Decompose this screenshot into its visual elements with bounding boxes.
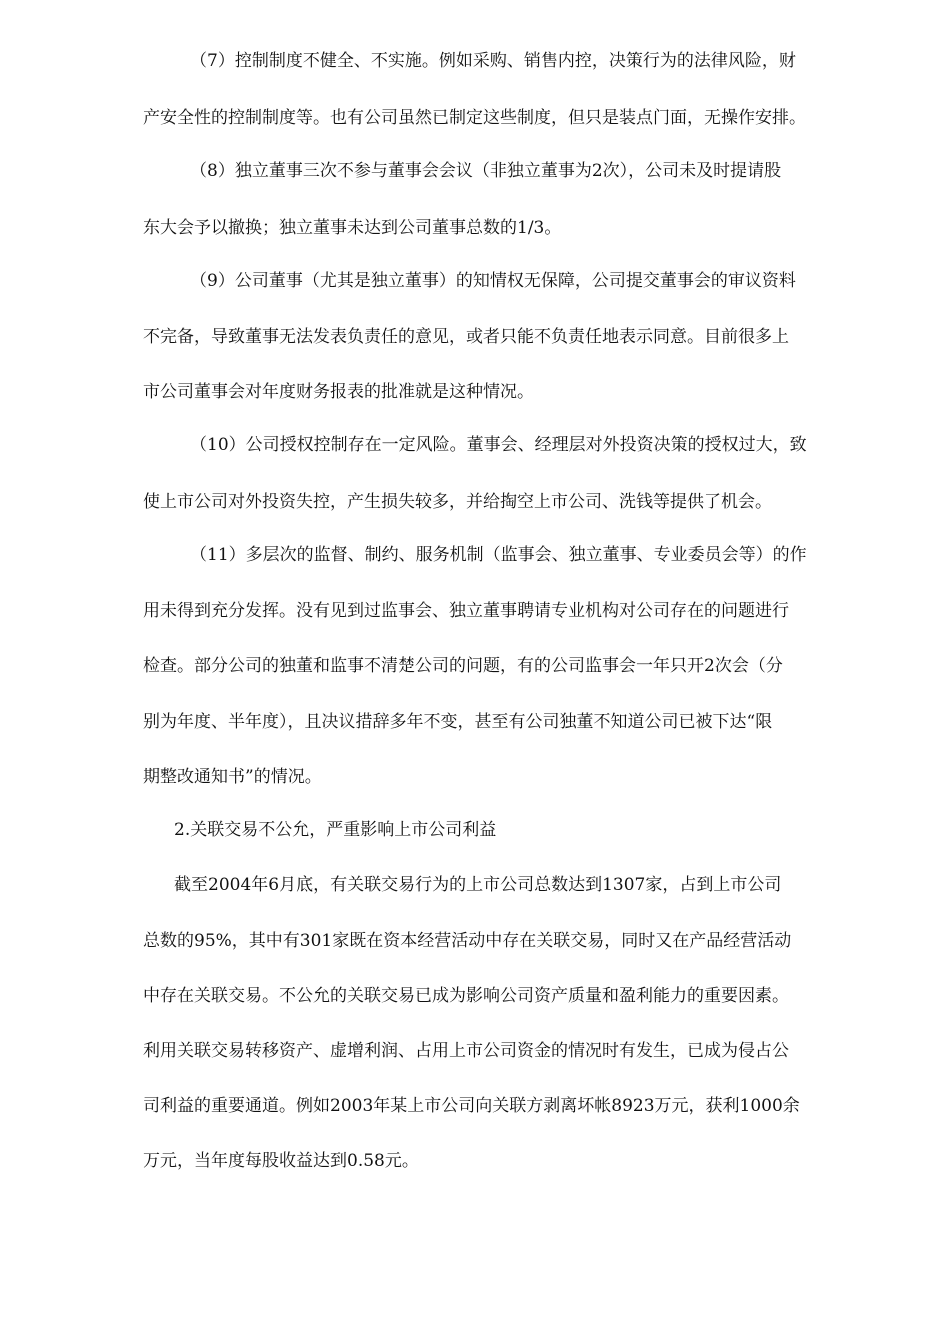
section-2-paragraph-line-6: 万元，当年度每股收益达到0.58元。 <box>143 1151 419 1171</box>
paragraph-8-line-1: （8）独立董事三次不参与董事会会议（非独立董事为2次），公司未及时提请股 <box>190 161 782 181</box>
section-2-paragraph-line-3: 中存在关联交易。不公允的关联交易已成为影响公司资产质量和盈利能力的重要因素。 <box>143 986 789 1006</box>
paragraph-11-line-3: 检查。部分公司的独董和监事不清楚公司的问题，有的公司监事会一年只开2次会（分 <box>143 656 783 676</box>
paragraph-9-line-3: 市公司董事会对年度财务报表的批准就是这种情况。 <box>143 382 534 402</box>
paragraph-11-line-5: 期整改通知书”的情况。 <box>143 767 322 787</box>
section-2-paragraph-line-1: 截至2004年6月底，有关联交易行为的上市公司总数达到1307家，占到上市公司 <box>174 875 782 895</box>
paragraph-9-line-2: 不完备，导致董事无法发表负责任的意见，或者只能不负责任地表示同意。目前很多上 <box>143 327 789 347</box>
paragraph-10-line-1: （10）公司授权控制存在一定风险。董事会、经理层对外投资决策的授权过大，致 <box>190 435 807 455</box>
paragraph-7-line-1: （7）控制制度不健全、不实施。例如采购、销售内控，决策行为的法律风险，财 <box>190 51 796 71</box>
paragraph-11-line-2: 用未得到充分发挥。没有见到过监事会、独立董事聘请专业机构对公司存在的问题进行 <box>143 601 789 621</box>
paragraph-11-line-1: （11）多层次的监督、制约、服务机制（监事会、独立董事、专业委员会等）的作 <box>190 545 807 565</box>
paragraph-11-line-4: 别为年度、半年度），且决议措辞多年不变，甚至有公司独董不知道公司已被下达“限 <box>143 712 773 732</box>
section-2-paragraph-line-4: 利用关联交易转移资产、虚增利润、占用上市公司资金的情况时有发生，已成为侵占公 <box>143 1041 789 1061</box>
section-2-paragraph-line-2: 总数的95%，其中有301家既在资本经营活动中存在关联交易，同时又在产品经营活动 <box>143 931 792 951</box>
section-2-paragraph-line-5: 司利益的重要通道。例如2003年某上市公司向关联方剥离坏帐8923万元，获利1000余 <box>143 1096 800 1116</box>
paragraph-9-line-1: （9）公司董事（尤其是独立董事）的知情权无保障，公司提交董事会的审议资料 <box>190 271 796 291</box>
paragraph-7-line-2: 产安全性的控制制度等。也有公司虽然已制定这些制度，但只是装点门面，无操作安排。 <box>143 108 806 128</box>
paragraph-10-line-2: 使上市公司对外投资失控，产生损失较多，并给掏空上市公司、洗钱等提供了机会。 <box>143 492 772 512</box>
paragraph-8-line-2: 东大会予以撤换；独立董事未达到公司董事总数的1/3。 <box>143 218 562 238</box>
section-heading-2: 2.关联交易不公允，严重影响上市公司利益 <box>174 820 497 840</box>
